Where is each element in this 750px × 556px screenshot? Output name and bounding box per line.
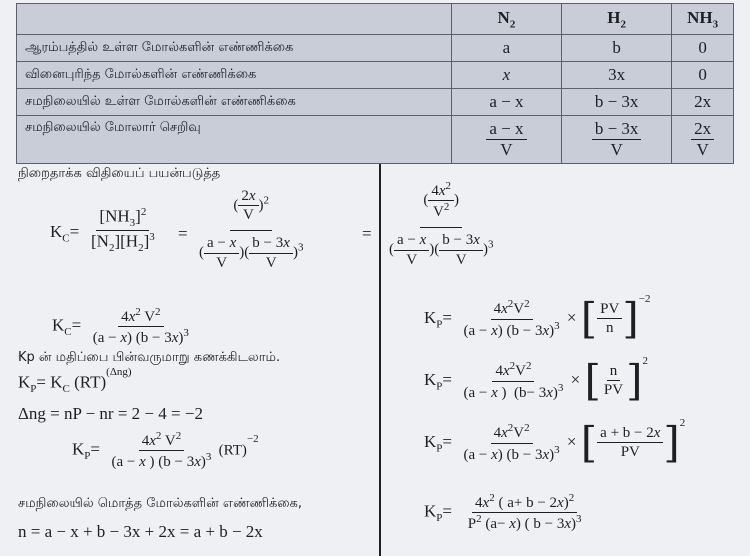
kc-result: $K_C=$ $\frac{4x^2 V^2}{(a - x) (b - 3x)^3}$ (52, 306, 189, 347)
cell-nh3: 2x (672, 89, 734, 116)
total-moles-equation: n = a − x + b − 3x + 2x = a + b − 2x (18, 522, 263, 541)
header-h2: $H_2$ (562, 4, 672, 35)
cell-h2 (562, 116, 672, 164)
table-row (17, 62, 734, 89)
total-moles-text: சமநிலையில் மொத்த மோல்களின் எண்ணிக்கை, (18, 496, 303, 511)
table-row (17, 116, 734, 164)
frac-num: 2x (691, 119, 714, 140)
header-n2: $N_2$ (451, 4, 561, 35)
kp-step-1: $K_P=$ $\frac{4x^2V^2}{(a - x) (b - 3x)^3}$ × [ $\frac{PV}{n}$ ]$^{-2}$ (424, 293, 651, 343)
kp-final: $K_P=$ $\frac{4x^2 ( a+ b - 2x)^2}{P^2 (a- x) ( b - 3x)^3}$ (424, 492, 582, 533)
cell-nh3 (672, 116, 734, 164)
frac-num: b − 3x (592, 119, 642, 140)
cell-nh3: 0 (672, 35, 734, 62)
frac-den: V (696, 139, 709, 159)
cell-n2: x (451, 62, 561, 89)
kp-intro-text: Kp ன் மதிப்பை பின்வருமாறு கணக்கிடலாம். (18, 350, 281, 365)
frac-den: V (610, 139, 623, 159)
kc-substituted-right: ( $\frac{4x^2}{V^2}$ ) ( $\frac{a - x}{V}$ )( $\frac{b - 3x}{V}$ )$^3$ (389, 180, 494, 268)
table-row (17, 35, 734, 62)
kp-kc-relation: $K_P= K_C$ (RT)$^{(\Delta ng)}$ (18, 366, 132, 396)
cell-h2: 3x (562, 62, 672, 89)
rt-exponent: −2 (246, 432, 259, 445)
kc-expression: $K_C=$ (50, 222, 80, 245)
header-empty-cell (17, 4, 452, 35)
kc-ratio: $\frac{[NH_3]^2}{[N_2][H_2]^3}$ (91, 206, 155, 254)
cell-h2: b (562, 35, 672, 62)
law-of-mass-action-text: நிறைதாக்க விதியைப் பயன்படுத்த (18, 166, 221, 181)
row-label: ஆரம்பத்தில் உள்ள மோல்களின் எண்ணிக்கை (17, 35, 452, 62)
equals-sign-right: = (362, 224, 372, 243)
kc-substituted: ( $\frac{2x}{V}$ )$^2$ ( $\frac{a - x}{V}$ )( $\frac{b - 3x}{V}$ )$^3$ (199, 188, 304, 271)
table-header-row (17, 4, 734, 35)
delta-ng-exponent: (Δng) (106, 366, 132, 378)
kp-step-2: $K_P=$ $\frac{4x^2V^2}{(a - x ) (b- 3x)^3}$ × [ $\frac{n}{PV}$ ]$^2$ (424, 355, 648, 405)
cell-nh3: 0 (672, 62, 734, 89)
equals-sign: = (178, 224, 188, 243)
kp-step-3: $K_P=$ $\frac{4x^2V^2}{(a - x) (b - 3x)^3}$ × [ $\frac{a + b - 2x}{PV}$ ]$^2$ (424, 417, 686, 467)
kp-rt-expression: $K_P=$ $\frac{4x^2 V^2}{(a - x ) (b - 3x)^3}$ (RT)$^{-2}$ (72, 430, 259, 471)
table-row (17, 89, 734, 116)
cell-h2: b − 3x (562, 89, 672, 116)
ice-table (16, 3, 734, 164)
cell-n2: a (451, 35, 561, 62)
cell-n2: a − x (451, 89, 561, 116)
frac-num: a − x (486, 119, 526, 140)
rt-factor: (RT) (218, 442, 247, 459)
delta-ng-equation: Δng = nP − nr = 2 − 4 = −2 (18, 404, 203, 423)
row-label: சமநிலையில் மோலார் செறிவு (17, 116, 452, 164)
frac-den: V (500, 139, 513, 159)
header-nh3: $NH_3$ (672, 4, 734, 35)
row-label: வினைபுரிந்த மோல்களின் எண்ணிக்கை (17, 62, 452, 89)
row-label: சமநிலையில் உள்ள மோல்களின் எண்ணிக்கை (17, 89, 452, 116)
cell-n2 (451, 116, 561, 164)
column-divider (379, 164, 381, 556)
